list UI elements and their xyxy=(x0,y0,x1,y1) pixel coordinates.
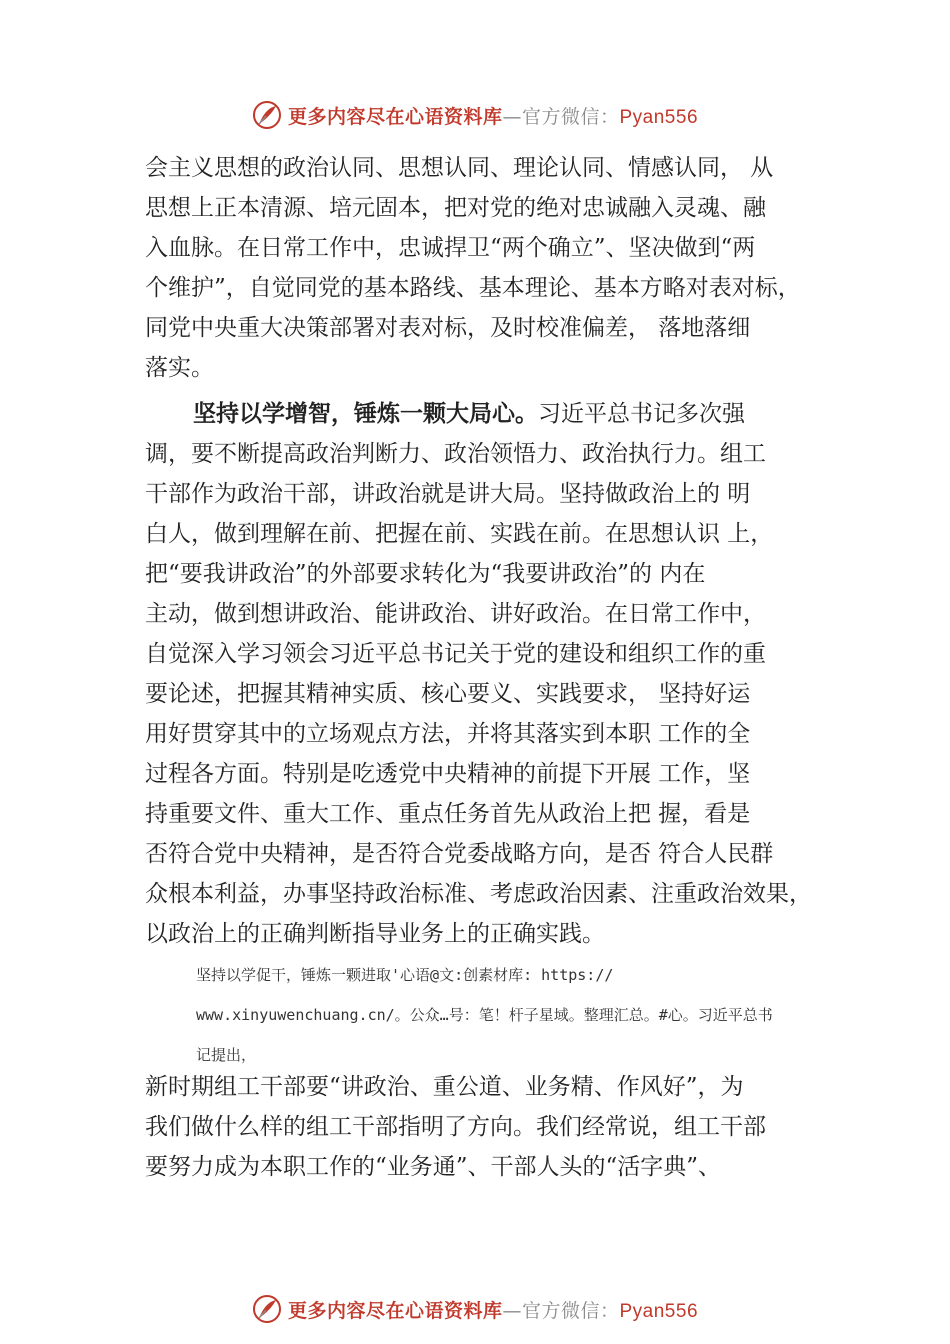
banner-official: 官方微信： xyxy=(521,105,620,128)
feather-logo-icon xyxy=(252,1294,282,1324)
text-line: 否符合党中央精神，是否符合党委战略方向，是否 符合人民群 xyxy=(145,841,774,867)
banner-text xyxy=(288,1296,698,1323)
text-line: 用好贯穿其中的立场观点方法，并将其落实到本职 工作的全 xyxy=(145,721,751,747)
text-line: 入血脉。在日常工作中，忠诚捍卫“两个确立”、坚决做到“两 xyxy=(145,235,756,261)
text-line: 要论述，把握其精神实质、核心要义、实践要求， 坚持好运 xyxy=(145,681,751,707)
text-line: 持重要文件、重大工作、重点任务首先从政治上把 握，看是 xyxy=(145,801,751,827)
section-heading: 坚持以学增智，锤炼一颗大局心。 xyxy=(193,401,538,427)
banner-dash: — xyxy=(502,1299,522,1322)
text-line: 调，要不断提高政治判断力、政治领悟力、政治执行力。组工 xyxy=(145,441,766,467)
text-line: 干部作为政治干部，讲政治就是讲大局。坚持做政治上的 明 xyxy=(145,481,751,507)
paragraph-2 xyxy=(145,394,845,954)
banner-text xyxy=(288,102,698,129)
banner-brand: 更多内容尽在心语资料库 xyxy=(287,1299,503,1322)
text-line: 落实。 xyxy=(145,355,214,381)
text-line: 主动，做到想讲政治、能讲政治、讲好政治。在日常工作中， xyxy=(145,601,766,627)
note-line: 坚持以学促干，锤炼一颗进取'心语@文:创素材库: https:// xyxy=(196,966,614,984)
text-line: 白人，做到理解在前、把握在前、实践在前。在思想认识 上， xyxy=(145,521,774,547)
footer-banner xyxy=(0,1289,950,1329)
text-line: 同党中央重大决策部署对表对标，及时校准偏差， 落地落细 xyxy=(145,315,751,341)
text-line: 众根本利益，办事坚持政治标准、考虑政治因素、注重政治效果， xyxy=(145,881,812,907)
source-note xyxy=(196,955,846,1075)
paragraph-1 xyxy=(145,148,845,388)
banner-brand: 更多内容尽在心语资料库 xyxy=(287,105,503,128)
paragraph-3 xyxy=(145,1067,845,1187)
feather-logo-icon xyxy=(252,100,282,130)
text-line: 以政治上的正确判断指导业务上的正确实践。 xyxy=(145,921,605,947)
banner-official: 官方微信： xyxy=(521,1299,620,1322)
text-line: 个维护”，自觉同党的基本路线、基本理论、基本方略对表对标， xyxy=(145,275,801,301)
text-line: 过程各方面。特别是吃透党中央精神的前提下开展 工作，坚 xyxy=(145,761,751,787)
text-line: 我们做什么样的组工干部指明了方向。我们经常说，组工干部 xyxy=(145,1114,766,1140)
text-line: 自觉深入学习领会习近平总书记关于党的建设和组织工作的重 xyxy=(145,641,766,667)
text-line: 思想上正本清源、培元固本，把对党的绝对忠诚融入灵魂、融 xyxy=(145,195,766,221)
text-line: 要努力成为本职工作的“业务通”、干部人头的“活字典”、 xyxy=(145,1154,722,1180)
note-line: 记提出， xyxy=(196,1046,257,1064)
text-line: 会主义思想的政治认同、思想认同、理论认同、情感认同， 从 xyxy=(145,155,774,181)
heading-continuation: 习近平总书记多次强 xyxy=(538,401,745,427)
header-banner xyxy=(0,95,950,135)
banner-dash: — xyxy=(502,105,522,128)
banner-wechat-id: Pyan556 xyxy=(619,1300,699,1322)
paragraph-first-line xyxy=(145,394,845,434)
text-line: 新时期组工干部要“讲政治、重公道、业务精、作风好”，为 xyxy=(145,1074,744,1100)
text-line: 把“要我讲政治”的外部要求转化为“我要讲政治”的 内在 xyxy=(145,561,706,587)
banner-wechat-id: Pyan556 xyxy=(619,106,699,128)
note-line: www.xinyuwenchuang.cn/。公众…号：笔！杆子星域。整理汇总。#心。习近平总书 xyxy=(196,1006,773,1024)
